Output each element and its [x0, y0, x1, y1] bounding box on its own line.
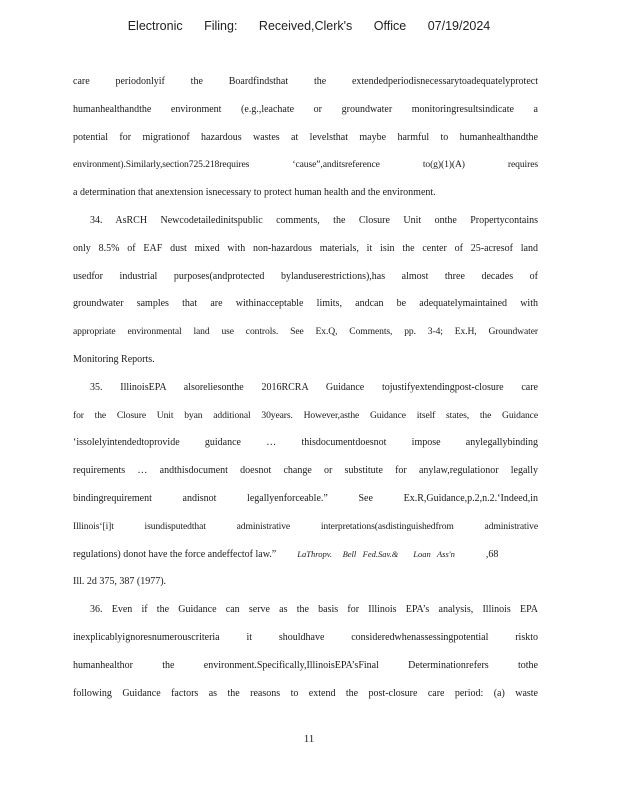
header-filing: Filing:	[204, 19, 238, 33]
text-line-3: potential for migrationof hazardous wastes at levelsthat maybe harmful to humanhealthandthe	[73, 131, 538, 143]
text-line-19: Ill. 2d 375, 387 (1977).	[73, 576, 167, 588]
text-line-1: care periodonlyif the Boardfindsthat the extendedperiodisnecessarytoadequatelyprotect	[73, 76, 538, 87]
header-office: Office	[373, 19, 407, 33]
paragraph-35-line-1: 35. IllinoisEPA alsoreliesonthe 2016RCRA Guidance tojustifyextendingpost-closure care	[90, 381, 538, 393]
case-name: LaThropv. Bell Fed.Sav.& Loan Ass'n	[297, 548, 455, 559]
text-line-4: environment).Similarly,section725.218requires ‘cause”,anditsreference to(g)(1)(A) requires	[73, 159, 538, 171]
paragraph-34-line-1: 34. AsRCH Newcodetailedinitspublic comments, the Closure Unit onthe Propertycontains	[90, 214, 538, 226]
document-body	[73, 68, 538, 707]
citation-text: regulations) donot have the force andeffectof law.”	[73, 548, 277, 560]
filing-header	[0, 19, 618, 33]
text-line-2: humanhealthandthe environment (e.g.,leachate or groundwater monitoringresultsindicate a	[73, 103, 538, 115]
header-date: 07/19/2024	[427, 19, 491, 33]
text-line-7: only 8.5% of EAF dust mixed with non-hazardous materials, it isin the center of 25-acresof land	[73, 242, 538, 254]
text-line-13: for the Closure Unit byan additional 30years. However,asthe Guidance itself states, the Guidance	[73, 409, 538, 421]
header-electronic: Electronic	[127, 19, 183, 33]
text-line-11: Monitoring Reports.	[73, 353, 155, 365]
text-line-10: appropriate environmental land use controls. See Ex.Q, Comments, pp. 3-4; Ex.H, Groundwater	[73, 326, 538, 338]
text-line-23: following Guidance factors as the reasons to extend the post-closure care period: (a) waste	[73, 687, 538, 699]
text-line-15: requirements … andthisdocument doesnot change or substitute for anylaw,regulationor legally	[73, 465, 538, 477]
paragraph-36-line-1: 36. Even if the Guidance can serve as the basis for Illinois EPA’s analysis, Illinois EPA	[90, 604, 538, 616]
text-line-9: groundwater samples that are withinacceptable limits, andcan be adequatelymaintained with	[73, 298, 538, 310]
citation-line	[73, 541, 538, 569]
text-line-17: Illinois‘[i]t isundisputedthat administrative interpretations(asdistinguishedfrom administrative	[73, 520, 538, 532]
header-received-clerks: Received,Clerk's	[258, 19, 353, 33]
reporter-volume: ,68	[485, 548, 499, 560]
page-number: 11	[303, 733, 315, 745]
text-line-22: humanhealthor the environment.Specifically,IllinoisEPA’sFinal Determinationrefers tothe	[73, 659, 538, 671]
text-line-16: bindingrequirement andisnot legallyenforceable.” See Ex.R,Guidance,p.2,n.2.‘Indeed,in	[73, 492, 538, 504]
text-line-5: a determination that anextension isnecessary to protect human health and the environment.	[73, 187, 436, 199]
text-line-14: ‘issolelyintendedtoprovide guidance … thisdocumentdoesnot impose anylegallybinding	[73, 437, 538, 449]
text-line-21: inexplicablyignoresnumerouscriteria it shouldhave consideredwhenassessingpotential riskto	[73, 631, 538, 643]
text-line-8: usedfor industrial purposes(andprotected bylanduserestrictions),has almost three decades of	[73, 270, 538, 282]
